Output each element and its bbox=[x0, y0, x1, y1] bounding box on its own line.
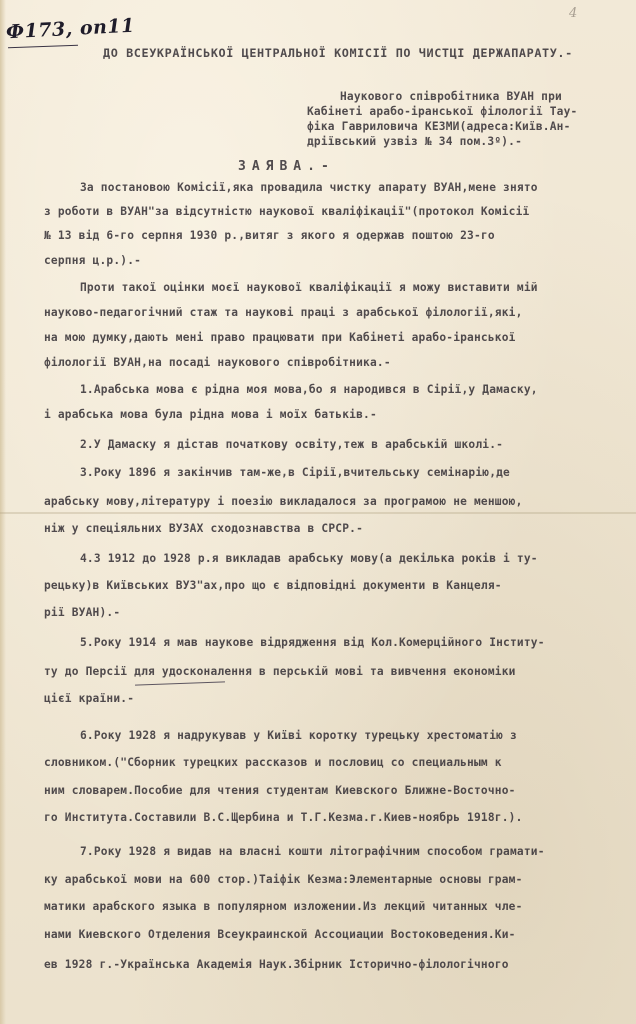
body-line: цієї країни.- bbox=[44, 692, 135, 705]
sender-line: фіка Гавриловича КЕЗМИ(адреса:Київ.Ан- bbox=[307, 120, 571, 133]
body-line: серпня ц.р.).- bbox=[44, 254, 142, 267]
body-line: 7.Року 1928 я видав на власні кошти літографічним способом грамати- bbox=[80, 845, 545, 858]
body-line: го Института.Составили В.С.Щербина и Т.Г.Кезма.г.Киев-ноябрь 1918г.). bbox=[44, 811, 523, 824]
sender-line: Наукового співробітника ВУАН при bbox=[340, 90, 562, 103]
body-line: ев 1928 г.-Українська Академія Наук.Збірник Історично-філологічного bbox=[44, 958, 509, 971]
body-line: За постановою Комісії,яка провадила чистку апарату ВУАН,мене знято bbox=[80, 181, 538, 194]
page-fold bbox=[0, 512, 636, 514]
archive-mark-underline bbox=[8, 45, 78, 48]
body-line: 6.Року 1928 я надрукував у Київі коротку турецьку хрестоматію з bbox=[80, 729, 517, 742]
body-line: нами Киевского Отделения Всеукраинской Ассоциации Востоковедения.Ки- bbox=[44, 928, 516, 941]
body-line: ту до Персії для удосконалення в перській мові та вивчення економіки bbox=[44, 665, 516, 678]
body-line: філології ВУАН,на посаді наукового співробітника.- bbox=[44, 356, 391, 369]
body-line: 4.З 1912 до 1928 р.я викладав арабську мову(а декілька років і ту- bbox=[80, 552, 538, 565]
document-title: ДО ВСЕУКРАЇНСЬКОЇ ЦЕНТРАЛЬНОЇ КОМІСІЇ ПО ЧИСТЦІ ДЕРЖАПАРАТУ.- bbox=[103, 46, 573, 60]
document-heading: ЗАЯВА.- bbox=[238, 159, 335, 174]
body-line: 5.Року 1914 я мав наукове відрядження від Кол.Комерційного Інститу- bbox=[80, 636, 545, 649]
sender-line: дріївський узвіз № 34 пом.3º).- bbox=[307, 135, 522, 148]
body-line: словником.("Сборник турецких рассказов и пословиц со специальным к bbox=[44, 756, 502, 769]
body-line: на мою думку,дають мені право працювати при Кабінеті арабо-іранської bbox=[44, 331, 516, 344]
body-line: і арабська мова була рідна мова і моїх батьків.- bbox=[44, 408, 377, 421]
archive-mark: Ф173, оп11 bbox=[5, 14, 136, 44]
body-line: ним словарем.Пособие для чтения студентам Киевского Ближне-Восточно- bbox=[44, 784, 516, 797]
body-line: з роботи в ВУАН"за відсутністю наукової кваліфікації"(протокол Комісії bbox=[44, 205, 530, 218]
body-line: 1.Арабська мова є рідна моя мова,бо я народився в Сірії,у Дамаску, bbox=[80, 383, 538, 396]
sender-line: Кабінеті арабо-іранської філології Тау- bbox=[307, 105, 578, 118]
body-line: рії ВУАН).- bbox=[44, 606, 121, 619]
body-line: Проти такої оцінки моєї наукової кваліфікації я можу виставити мій bbox=[80, 281, 538, 294]
body-line: рецьку)в Київських ВУЗ"ах,про що є відповідні документи в Канцеля- bbox=[44, 579, 502, 592]
body-line: 2.У Дамаску я дістав початкову освіту,теж в арабській школі.- bbox=[80, 438, 504, 451]
body-line: ку арабської мови на 600 стор.)Таіфік Кезма:Элементарные основы грам- bbox=[44, 873, 523, 886]
body-line: арабську мову,літературу і поезію викладалося за програмою не меншою, bbox=[44, 495, 523, 508]
pen-stroke-mark bbox=[135, 681, 225, 685]
body-line: матики арабского языка в популярном изложении.Из лекций читанных чле- bbox=[44, 900, 523, 913]
corner-page-number: 4 bbox=[569, 6, 578, 21]
body-line: науково-педагогічний стаж та наукові праці з арабської філології,які, bbox=[44, 306, 523, 319]
body-line: 3.Року 1896 я закінчив там-же,в Сірії,вчительську семінарію,де bbox=[80, 466, 510, 479]
body-line: № 13 від 6-го серпня 1930 р.,витяг з якого я одержав поштою 23-го bbox=[44, 229, 495, 242]
body-line: ніж у спеціяльних ВУЗАХ сходознавства в СРСР.- bbox=[44, 522, 364, 535]
